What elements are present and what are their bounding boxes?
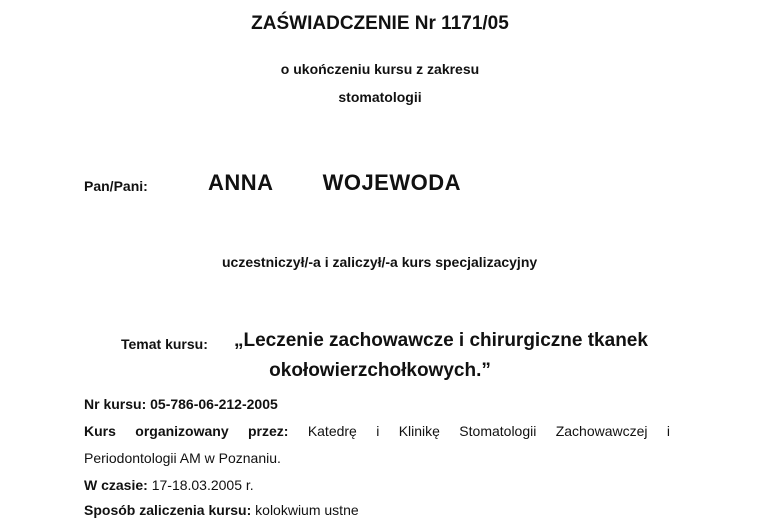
dates-label: W czasie:	[84, 477, 148, 493]
assessment-row	[84, 502, 359, 518]
certificate-subtitle-line2: stomatologii	[338, 89, 422, 105]
assessment-label: Sposób zaliczenia kursu:	[84, 502, 252, 518]
completion-statement: uczestniczył/-a i zaliczył/-a kurs specjalizacyjny	[222, 254, 538, 270]
organizer-line2: Periodontologii AM w Poznaniu.	[84, 450, 281, 466]
recipient-name: ANNA WOJEWODA	[208, 170, 462, 195]
recipient-label: Pan/Pani:	[84, 178, 148, 194]
organizer-line1: Katedrę i Klinikę Stomatologii Zachowawczej i	[307, 423, 671, 439]
topic-line1: „Leczenie zachowawcze i chirurgiczne tkanek	[234, 330, 648, 351]
certificate-subtitle-line1: o ukończeniu kursu z zakresu	[280, 61, 480, 77]
topic-label: Temat kursu:	[121, 336, 208, 352]
dates-row	[84, 477, 254, 493]
organizer-label: Kurs organizowany przez:	[84, 423, 289, 439]
assessment-value: kolokwium ustne	[255, 502, 359, 518]
course-number-label: Nr kursu:	[84, 396, 147, 412]
certificate-title: ZAŚWIADCZENIE Nr 1171/05	[251, 13, 509, 34]
topic-line2: okołowierzchołkowych.”	[269, 360, 491, 381]
course-number-row	[84, 396, 278, 412]
dates-value: 17-18.03.2005 r.	[151, 477, 254, 493]
course-number-value: 05-786-06-212-2005	[150, 396, 278, 412]
organizer-row	[84, 423, 670, 439]
